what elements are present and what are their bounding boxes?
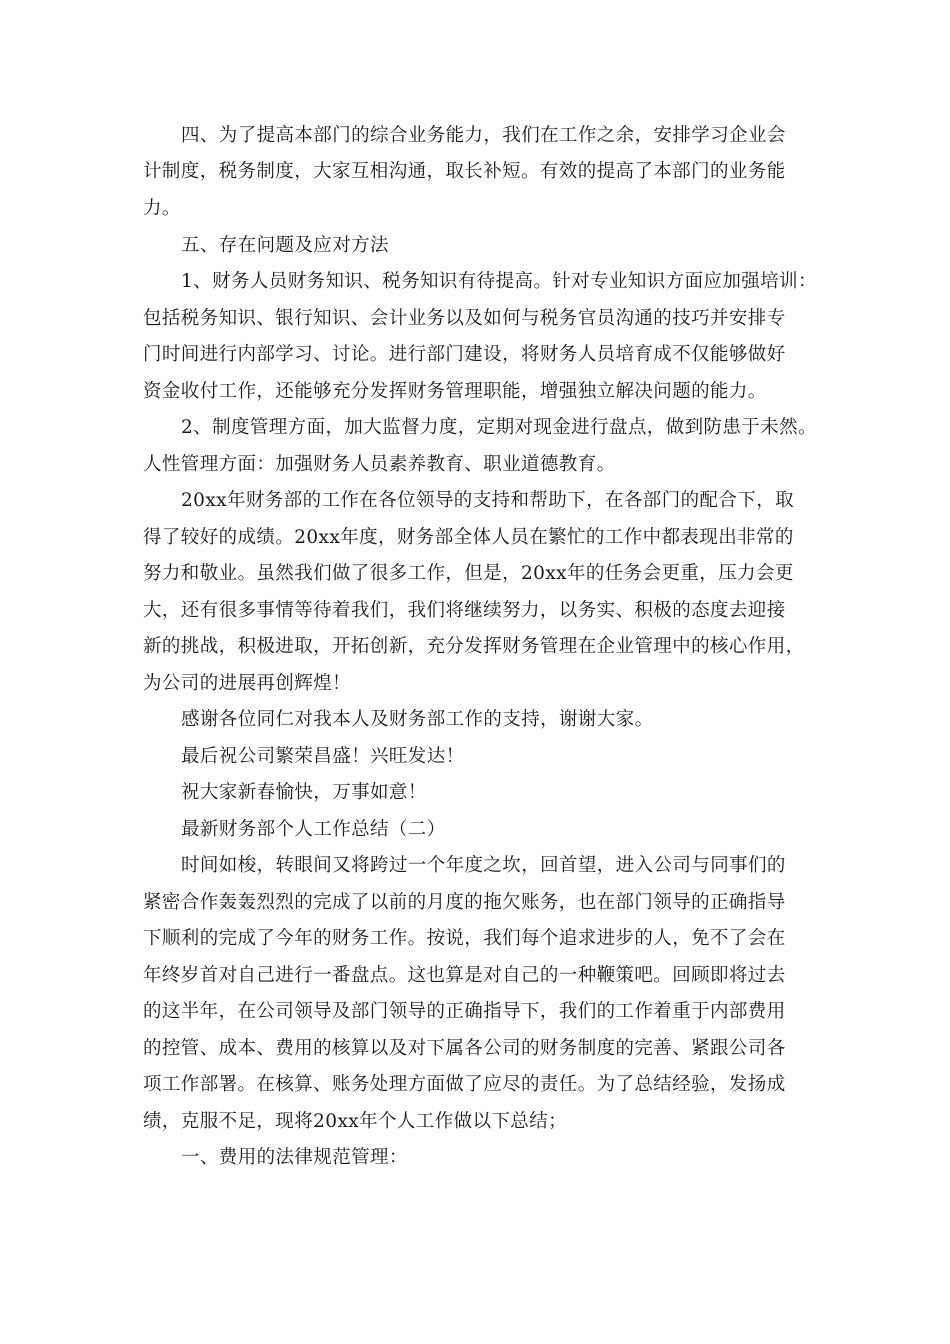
paragraph-line: 下顺利的完成了今年的财务工作。按说，我们每个追求进步的人，免不了会在 bbox=[143, 928, 786, 949]
section-title: 最新财务部个人工作总结（二） bbox=[181, 819, 446, 840]
paragraph-line: 年终岁首对自己进行一番盘点。这也算是对自己的一种鞭策吧。回顾即将过去 bbox=[143, 965, 786, 986]
paragraph-line: 门时间进行内部学习、讨论。进行部门建设，将财务人员培育成不仅能够做好 bbox=[143, 344, 786, 365]
paragraph-line: 资金收付工作，还能够充分发挥财务管理职能，增强独立解决问题的能力。 bbox=[143, 381, 767, 402]
section-heading: 一、费用的法律规范管理： bbox=[181, 1147, 408, 1168]
paragraph-line: 的控管、成本、费用的核算以及对下属各公司的财务制度的完善、紧跟公司各 bbox=[143, 1038, 786, 1059]
paragraph-line: 大，还有很多事情等待着我们，我们将继续努力，以务实、积极的态度去迎接 bbox=[143, 600, 786, 621]
paragraph-line: 1、财务人员财务知识、税务知识有待提高。针对专业知识方面应加强培训： bbox=[181, 271, 817, 292]
paragraph-line: 绩，克服不足，现将20xx年个人工作做以下总结； bbox=[143, 1111, 568, 1132]
paragraph-line: 人性管理方面：加强财务人员素养教育、职业道德教育。 bbox=[143, 454, 616, 475]
paragraph-line: 项工作部署。在核算、账务处理方面做了应尽的责任。为了总结经验，发扬成 bbox=[143, 1074, 786, 1095]
paragraph-line: 2、制度管理方面，加大监督力度，定期对现金进行盘点，做到防患于未然。 bbox=[181, 417, 817, 438]
paragraph-line: 为公司的进展再创辉煌！ bbox=[143, 673, 351, 694]
paragraph-line: 新的挑战，积极进取，开拓创新，充分发挥财务管理在企业管理中的核心作用， bbox=[143, 636, 805, 657]
paragraph-line: 时间如梭，转眼间又将跨过一个年度之坎，回首望，进入公司与同事们的 bbox=[181, 855, 786, 876]
paragraph-line: 包括税务知识、银行知识、会计业务以及如何与税务官员沟通的技巧并安排专 bbox=[143, 308, 786, 329]
paragraph-line: 得了较好的成绩。20xx年度，财务部全体人员在繁忙的工作中都表现出非常的 bbox=[143, 527, 794, 548]
paragraph-line: 计制度，税务制度，大家互相沟通，取长补短。有效的提高了本部门的业务能 bbox=[143, 161, 786, 182]
paragraph-line: 力。 bbox=[143, 198, 181, 219]
paragraph-line: 感谢各位同仁对我本人及财务部工作的支持，谢谢大家。 bbox=[181, 709, 654, 730]
paragraph-line: 的这半年，在公司领导及部门领导的正确指导下，我们的工作着重于内部费用 bbox=[143, 1001, 786, 1022]
section-heading: 五、存在问题及应对方法 bbox=[181, 235, 389, 256]
paragraph-line: 努力和敬业。虽然我们做了很多工作，但是，20xx年的任务会更重，压力会更 bbox=[143, 563, 794, 584]
paragraph-line: 祝大家新春愉快，万事如意！ bbox=[181, 782, 427, 803]
paragraph-line: 最后祝公司繁荣昌盛！兴旺发达！ bbox=[181, 746, 465, 767]
paragraph-line: 20xx年财务部的工作在各位领导的支持和帮助下，在各部门的配合下，取 bbox=[181, 490, 795, 511]
paragraph-line: 紧密合作轰轰烈烈的完成了以前的月度的拖欠账务，也在部门领导的正确指导 bbox=[143, 892, 786, 913]
paragraph-line: 四、为了提高本部门的综合业务能力，我们在工作之余，安排学习企业会 bbox=[181, 125, 786, 146]
